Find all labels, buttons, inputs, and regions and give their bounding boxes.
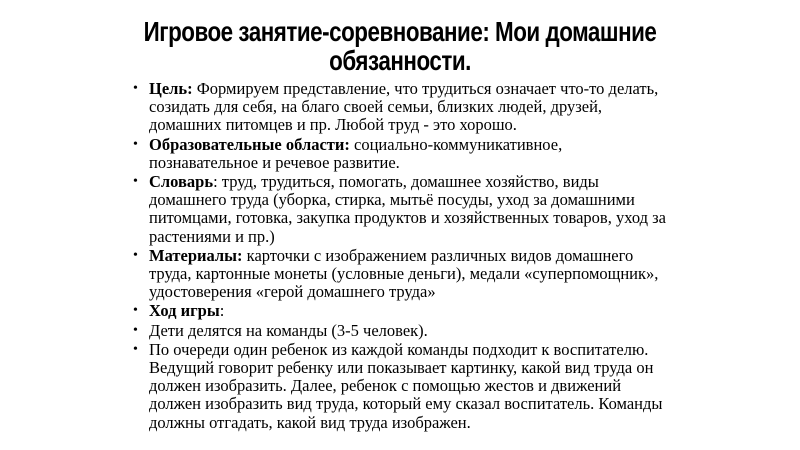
bullet-icon: • — [133, 303, 138, 319]
bullet-icon: • — [133, 174, 138, 190]
bullet-lead: Материалы: — [149, 245, 243, 265]
bullet-icon: • — [133, 322, 138, 338]
list-item — [130, 173, 670, 246]
bullet-text: По очереди один ребенок из каждой команды подходит к воспитателю. Ведущий говорит ребенку или показывает картинку, какой вид труда он должен изобразить. Далее, ребенок с помощью жестов и движений должен изобразить вид труда, который ему сказал воспитатель. Команды должны отгадать, какой вид труда изображен. — [149, 339, 663, 432]
bullet-icon: • — [133, 136, 138, 152]
bullet-lead: Словарь — [149, 172, 214, 192]
bullet-list — [130, 80, 670, 432]
list-item — [130, 136, 670, 172]
bullet-text: : труд, трудиться, помогать, домашнее хозяйство, виды домашнего труда (уборка, стирка, мытьё посуды, уход за домашними питомцами, готовка, закупка продуктов и хозяйственных товаров, уход за растениями и пр.) — [149, 172, 666, 246]
bullet-icon: • — [133, 247, 138, 263]
bullet-lead: Цель: — [149, 79, 193, 98]
list-item — [130, 302, 670, 320]
bullet-text: Дети делятся на команды (3-5 человек). — [149, 320, 428, 340]
bullet-text: : — [219, 301, 225, 321]
bullet-icon: • — [133, 341, 138, 357]
bullet-text: Формируем представление, что трудиться означает что-то делать, созидать для себя, на благо своей семьи, близких людей, друзей, домашних питомцев и пр. Любой труд - это хорошо. — [149, 79, 659, 135]
list-item — [130, 341, 670, 432]
list-item — [130, 247, 670, 302]
bullet-text: социально-коммуникативное, познавательное и речевое развитие. — [149, 134, 563, 172]
bullet-text: карточки с изображением различных видов домашнего труда, картонные монеты (условные деньги), медали «суперпомощник», удостоверения «герой домашнего труда» — [149, 245, 659, 302]
slide-title: Игровое занятие-соревнование: Мои домашние обязанности. — [143, 16, 657, 76]
list-item — [130, 80, 670, 135]
bullet-lead: Образовательные области: — [149, 134, 350, 154]
bullet-lead: Ход игры — [149, 301, 220, 321]
list-item — [130, 322, 670, 340]
bullet-icon: • — [133, 81, 138, 96]
